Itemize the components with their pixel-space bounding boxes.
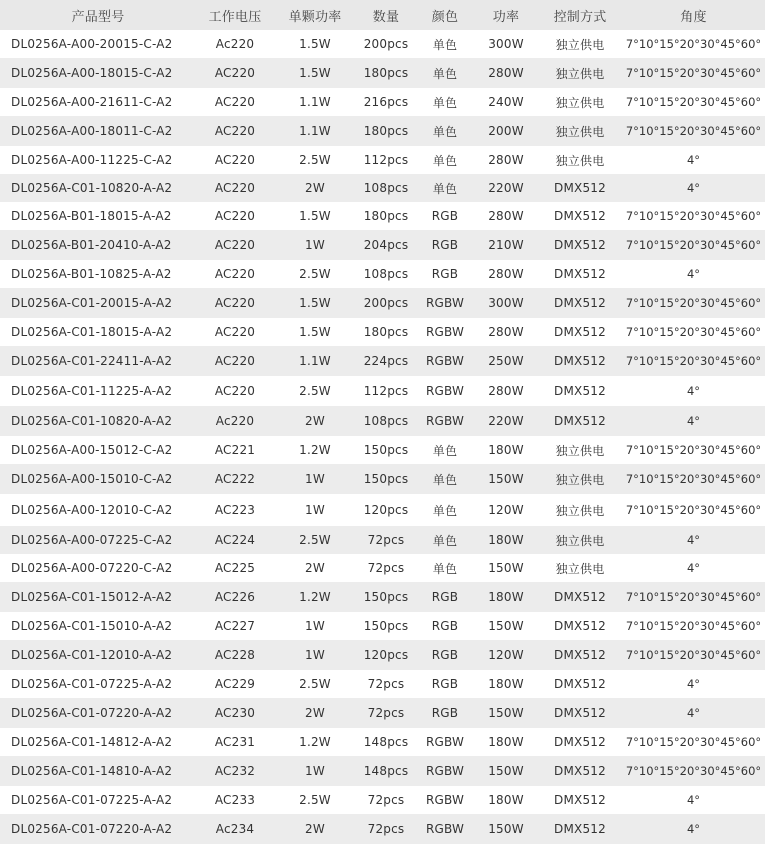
cell-control: DMX512 — [554, 590, 606, 604]
cell-color: 单色 — [432, 561, 458, 576]
cell-model: DL0256A-C01-07220-A-A2 — [11, 706, 173, 720]
cell-quantity: 108pcs — [363, 414, 409, 428]
table-row — [0, 814, 765, 844]
cell-unit-power: 1W — [305, 238, 325, 252]
cell-control: DMX512 — [554, 354, 606, 368]
cell-model: DL0256A-C01-18015-A-A2 — [11, 325, 173, 339]
cell-voltage: AC220 — [214, 384, 256, 398]
cell-angle: 4° — [686, 561, 701, 575]
cell-voltage: Ac220 — [215, 37, 255, 51]
cell-control: DMX512 — [554, 238, 606, 252]
cell-control: DMX512 — [554, 822, 606, 836]
cell-angle: 4° — [686, 267, 701, 281]
cell-model: DL0256A-C01-10820-A-A2 — [11, 414, 173, 428]
cell-unit-power: 1W — [305, 764, 325, 778]
cell-color: 单色 — [432, 533, 458, 548]
cell-unit-power: 1W — [305, 619, 325, 633]
cell-voltage: AC232 — [214, 764, 256, 778]
cell-unit-power: 1.2W — [299, 735, 331, 749]
cell-color: RGBW — [425, 764, 465, 778]
cell-angle: 4° — [686, 677, 701, 691]
cell-angle: 7°10°15°20°30°45°60° — [625, 325, 762, 339]
cell-control: DMX512 — [554, 209, 606, 223]
header-control: 控制方式 — [553, 9, 607, 25]
cell-voltage: AC220 — [214, 325, 256, 339]
table-row — [0, 554, 765, 582]
cell-voltage: AC225 — [214, 561, 256, 575]
cell-model: DL0256A-B01-18015-A-A2 — [11, 209, 172, 223]
cell-voltage: AC230 — [214, 706, 256, 720]
cell-model: DL0256A-C01-14812-A-A2 — [11, 735, 173, 749]
cell-voltage: AC224 — [214, 533, 256, 547]
cell-angle: 7°10°15°20°30°45°60° — [625, 354, 762, 368]
cell-unit-power: 2.5W — [299, 533, 331, 547]
cell-angle: 4° — [686, 793, 701, 807]
cell-quantity: 112pcs — [363, 153, 409, 167]
cell-voltage: AC220 — [214, 354, 256, 368]
cell-power: 220W — [488, 414, 524, 428]
table-row — [0, 640, 765, 670]
cell-model: DL0256A-C01-07220-A-A2 — [11, 822, 173, 836]
cell-unit-power: 1.5W — [299, 66, 331, 80]
cell-voltage: AC220 — [214, 153, 256, 167]
cell-angle: 7°10°15°20°30°45°60° — [625, 735, 762, 749]
cell-color: 单色 — [432, 124, 458, 139]
cell-unit-power: 1.1W — [299, 124, 331, 138]
cell-power: 180W — [488, 793, 524, 807]
cell-unit-power: 1.2W — [299, 590, 331, 604]
cell-power: 180W — [488, 443, 524, 457]
cell-model: DL0256A-C01-12010-A-A2 — [11, 648, 173, 662]
cell-model: DL0256A-C01-15012-A-A2 — [11, 590, 173, 604]
cell-control: DMX512 — [554, 619, 606, 633]
cell-unit-power: 1.5W — [299, 37, 331, 51]
cell-color: RGB — [431, 706, 459, 720]
cell-quantity: 108pcs — [363, 267, 409, 281]
cell-unit-power: 1W — [305, 503, 325, 517]
cell-color: RGB — [431, 648, 459, 662]
cell-model: DL0256A-C01-07225-A-A2 — [11, 677, 173, 691]
cell-color: 单色 — [432, 66, 458, 81]
table-row — [0, 116, 765, 146]
header-quantity: 数量 — [372, 9, 400, 25]
header-power: 功率 — [492, 9, 520, 25]
cell-quantity: 120pcs — [363, 503, 409, 517]
table-row — [0, 288, 765, 318]
cell-control: DMX512 — [554, 735, 606, 749]
cell-power: 280W — [488, 153, 524, 167]
cell-control: DMX512 — [554, 267, 606, 281]
header-unit-power: 单颗功率 — [288, 9, 342, 25]
cell-power: 120W — [488, 503, 524, 517]
cell-power: 280W — [488, 325, 524, 339]
header-color: 颜色 — [431, 9, 459, 25]
cell-model: DL0256A-A00-07220-C-A2 — [11, 561, 173, 575]
cell-control: DMX512 — [554, 764, 606, 778]
cell-power: 180W — [488, 533, 524, 547]
cell-voltage: AC220 — [214, 238, 256, 252]
cell-voltage: AC220 — [214, 95, 256, 109]
table-row — [0, 436, 765, 464]
header-model: 产品型号 — [71, 9, 125, 25]
cell-angle: 7°10°15°20°30°45°60° — [625, 764, 762, 778]
cell-voltage: AC226 — [214, 590, 256, 604]
cell-color: RGBW — [425, 384, 465, 398]
cell-color: 单色 — [432, 503, 458, 518]
table-row — [0, 30, 765, 58]
table-row — [0, 346, 765, 376]
cell-voltage: AC220 — [214, 296, 256, 310]
cell-model: DL0256A-A00-12010-C-A2 — [11, 503, 173, 517]
cell-voltage: AC220 — [214, 66, 256, 80]
cell-color: RGBW — [425, 793, 465, 807]
cell-color: RGBW — [425, 354, 465, 368]
cell-power: 300W — [488, 296, 524, 310]
cell-angle: 7°10°15°20°30°45°60° — [625, 209, 762, 223]
cell-angle: 4° — [686, 533, 701, 547]
cell-power: 210W — [488, 238, 524, 252]
cell-power: 120W — [488, 648, 524, 662]
cell-angle: 4° — [686, 181, 701, 195]
table-row — [0, 318, 765, 346]
cell-color: 单色 — [432, 181, 458, 196]
cell-quantity: 150pcs — [363, 619, 409, 633]
cell-quantity: 150pcs — [363, 472, 409, 486]
cell-control: 独立供电 — [555, 66, 605, 81]
cell-quantity: 72pcs — [367, 706, 405, 720]
cell-angle: 7°10°15°20°30°45°60° — [625, 590, 762, 604]
table-row — [0, 202, 765, 230]
cell-angle: 7°10°15°20°30°45°60° — [625, 503, 762, 517]
cell-voltage: AC223 — [214, 503, 256, 517]
cell-unit-power: 1W — [305, 472, 325, 486]
cell-color: RGB — [431, 590, 459, 604]
cell-control: 独立供电 — [555, 503, 605, 518]
cell-control: 独立供电 — [555, 95, 605, 110]
cell-voltage: AC222 — [214, 472, 256, 486]
cell-control: DMX512 — [554, 296, 606, 310]
cell-quantity: 72pcs — [367, 793, 405, 807]
cell-power: 250W — [488, 354, 524, 368]
cell-angle: 7°10°15°20°30°45°60° — [625, 37, 762, 51]
cell-quantity: 204pcs — [363, 238, 409, 252]
cell-model: DL0256A-A00-11225-C-A2 — [11, 153, 173, 167]
cell-color: RGBW — [425, 735, 465, 749]
cell-voltage: AC231 — [214, 735, 256, 749]
table-row — [0, 670, 765, 698]
cell-model: DL0256A-A00-18011-C-A2 — [11, 124, 173, 138]
cell-control: DMX512 — [554, 325, 606, 339]
cell-control: 独立供电 — [555, 533, 605, 548]
cell-color: RGB — [431, 209, 459, 223]
cell-color: RGBW — [425, 296, 465, 310]
cell-quantity: 120pcs — [363, 648, 409, 662]
table-row — [0, 464, 765, 494]
table-row — [0, 88, 765, 116]
cell-control: DMX512 — [554, 677, 606, 691]
cell-power: 280W — [488, 209, 524, 223]
table-row — [0, 756, 765, 786]
cell-unit-power: 2.5W — [299, 677, 331, 691]
cell-power: 180W — [488, 590, 524, 604]
cell-model: DL0256A-C01-15010-A-A2 — [11, 619, 173, 633]
cell-unit-power: 1W — [305, 648, 325, 662]
cell-color: RGB — [431, 267, 459, 281]
cell-voltage: AC220 — [214, 181, 256, 195]
cell-power: 240W — [488, 95, 524, 109]
cell-angle: 4° — [686, 384, 701, 398]
cell-model: DL0256A-C01-14810-A-A2 — [11, 764, 173, 778]
cell-model: DL0256A-C01-22411-A-A2 — [11, 354, 173, 368]
cell-quantity: 180pcs — [363, 124, 409, 138]
cell-quantity: 216pcs — [363, 95, 409, 109]
cell-control: DMX512 — [554, 181, 606, 195]
cell-voltage: AC220 — [214, 124, 256, 138]
cell-angle: 7°10°15°20°30°45°60° — [625, 95, 762, 109]
cell-control: DMX512 — [554, 414, 606, 428]
table-row — [0, 58, 765, 88]
cell-angle: 7°10°15°20°30°45°60° — [625, 238, 762, 252]
cell-model: DL0256A-B01-10825-A-A2 — [11, 267, 172, 281]
cell-unit-power: 2W — [305, 822, 325, 836]
table-row — [0, 582, 765, 612]
cell-color: 单色 — [432, 443, 458, 458]
cell-unit-power: 2.5W — [299, 267, 331, 281]
table-row — [0, 526, 765, 554]
cell-power: 280W — [488, 384, 524, 398]
cell-voltage: AC220 — [214, 267, 256, 281]
cell-quantity: 224pcs — [363, 354, 409, 368]
table-row — [0, 376, 765, 406]
cell-voltage: AC221 — [214, 443, 256, 457]
cell-control: 独立供电 — [555, 153, 605, 168]
cell-model: DL0256A-A00-21611-C-A2 — [11, 95, 173, 109]
table-row — [0, 728, 765, 756]
cell-control: 独立供电 — [555, 37, 605, 52]
cell-control: DMX512 — [554, 706, 606, 720]
cell-model: DL0256A-C01-10820-A-A2 — [11, 181, 173, 195]
cell-power: 150W — [488, 764, 524, 778]
cell-voltage: Ac234 — [215, 822, 255, 836]
cell-unit-power: 2W — [305, 414, 325, 428]
cell-power: 200W — [488, 124, 524, 138]
cell-angle: 4° — [686, 153, 701, 167]
cell-angle: 4° — [686, 706, 701, 720]
header-voltage: 工作电压 — [208, 9, 262, 25]
cell-control: DMX512 — [554, 648, 606, 662]
cell-quantity: 72pcs — [367, 822, 405, 836]
cell-angle: 4° — [686, 822, 701, 836]
cell-control: DMX512 — [554, 793, 606, 807]
cell-angle: 7°10°15°20°30°45°60° — [625, 443, 762, 457]
cell-model: DL0256A-A00-20015-C-A2 — [11, 37, 173, 51]
cell-unit-power: 1.5W — [299, 296, 331, 310]
cell-unit-power: 2W — [305, 561, 325, 575]
cell-model: DL0256A-C01-07225-A-A2 — [11, 793, 173, 807]
cell-control: 独立供电 — [555, 561, 605, 576]
cell-color: RGB — [431, 677, 459, 691]
cell-power: 150W — [488, 472, 524, 486]
cell-color: 单色 — [432, 153, 458, 168]
table-row — [0, 786, 765, 814]
cell-quantity: 72pcs — [367, 533, 405, 547]
table-row — [0, 230, 765, 260]
cell-quantity: 112pcs — [363, 384, 409, 398]
cell-angle: 7°10°15°20°30°45°60° — [625, 296, 762, 310]
cell-power: 280W — [488, 267, 524, 281]
cell-quantity: 72pcs — [367, 677, 405, 691]
table-header — [0, 0, 765, 30]
cell-model: DL0256A-A00-15012-C-A2 — [11, 443, 173, 457]
cell-angle: 7°10°15°20°30°45°60° — [625, 66, 762, 80]
cell-angle: 7°10°15°20°30°45°60° — [625, 619, 762, 633]
cell-power: 150W — [488, 561, 524, 575]
cell-model: DL0256A-A00-07225-C-A2 — [11, 533, 173, 547]
cell-quantity: 180pcs — [363, 66, 409, 80]
cell-voltage: Ac220 — [215, 414, 255, 428]
cell-model: DL0256A-A00-18015-C-A2 — [11, 66, 173, 80]
cell-quantity: 148pcs — [363, 735, 409, 749]
cell-quantity: 200pcs — [363, 37, 409, 51]
cell-unit-power: 1.5W — [299, 209, 331, 223]
cell-voltage: AC233 — [214, 793, 256, 807]
cell-voltage: AC227 — [214, 619, 256, 633]
table-row — [0, 698, 765, 728]
cell-power: 180W — [488, 735, 524, 749]
cell-quantity: 150pcs — [363, 590, 409, 604]
cell-quantity: 200pcs — [363, 296, 409, 310]
cell-quantity: 180pcs — [363, 325, 409, 339]
cell-quantity: 148pcs — [363, 764, 409, 778]
cell-control: 独立供电 — [555, 124, 605, 139]
table-row — [0, 612, 765, 640]
cell-color: RGB — [431, 238, 459, 252]
cell-control: 独立供电 — [555, 443, 605, 458]
cell-color: 单色 — [432, 95, 458, 110]
cell-angle: 4° — [686, 414, 701, 428]
cell-power: 300W — [488, 37, 524, 51]
cell-power: 180W — [488, 677, 524, 691]
cell-unit-power: 1.5W — [299, 325, 331, 339]
cell-power: 220W — [488, 181, 524, 195]
cell-model: DL0256A-B01-20410-A-A2 — [11, 238, 172, 252]
cell-angle: 7°10°15°20°30°45°60° — [625, 648, 762, 662]
cell-color: RGBW — [425, 822, 465, 836]
cell-model: DL0256A-A00-15010-C-A2 — [11, 472, 173, 486]
cell-quantity: 72pcs — [367, 561, 405, 575]
cell-unit-power: 1.1W — [299, 95, 331, 109]
cell-color: 单色 — [432, 37, 458, 52]
cell-voltage: AC229 — [214, 677, 256, 691]
cell-control: DMX512 — [554, 384, 606, 398]
cell-color: RGBW — [425, 414, 465, 428]
cell-angle: 7°10°15°20°30°45°60° — [625, 472, 762, 486]
cell-power: 150W — [488, 706, 524, 720]
cell-angle: 7°10°15°20°30°45°60° — [625, 124, 762, 138]
cell-power: 150W — [488, 619, 524, 633]
cell-voltage: AC228 — [214, 648, 256, 662]
header-row — [0, 0, 765, 30]
cell-unit-power: 2.5W — [299, 793, 331, 807]
table-row — [0, 406, 765, 436]
cell-unit-power: 1.1W — [299, 354, 331, 368]
cell-power: 280W — [488, 66, 524, 80]
cell-color: RGBW — [425, 325, 465, 339]
cell-power: 150W — [488, 822, 524, 836]
cell-quantity: 150pcs — [363, 443, 409, 457]
cell-quantity: 108pcs — [363, 181, 409, 195]
cell-model: DL0256A-C01-20015-A-A2 — [11, 296, 173, 310]
table-row — [0, 174, 765, 202]
table-row — [0, 494, 765, 526]
cell-control: 独立供电 — [555, 472, 605, 487]
cell-unit-power: 2W — [305, 706, 325, 720]
cell-quantity: 180pcs — [363, 209, 409, 223]
table-row — [0, 260, 765, 288]
header-angle: 角度 — [680, 9, 707, 25]
cell-unit-power: 2.5W — [299, 153, 331, 167]
cell-unit-power: 2.5W — [299, 384, 331, 398]
table-body — [0, 30, 765, 844]
cell-color: 单色 — [432, 472, 458, 487]
cell-model: DL0256A-C01-11225-A-A2 — [11, 384, 173, 398]
cell-unit-power: 1.2W — [299, 443, 331, 457]
cell-unit-power: 2W — [305, 181, 325, 195]
table-row — [0, 146, 765, 174]
cell-color: RGB — [431, 619, 459, 633]
cell-voltage: AC220 — [214, 209, 256, 223]
